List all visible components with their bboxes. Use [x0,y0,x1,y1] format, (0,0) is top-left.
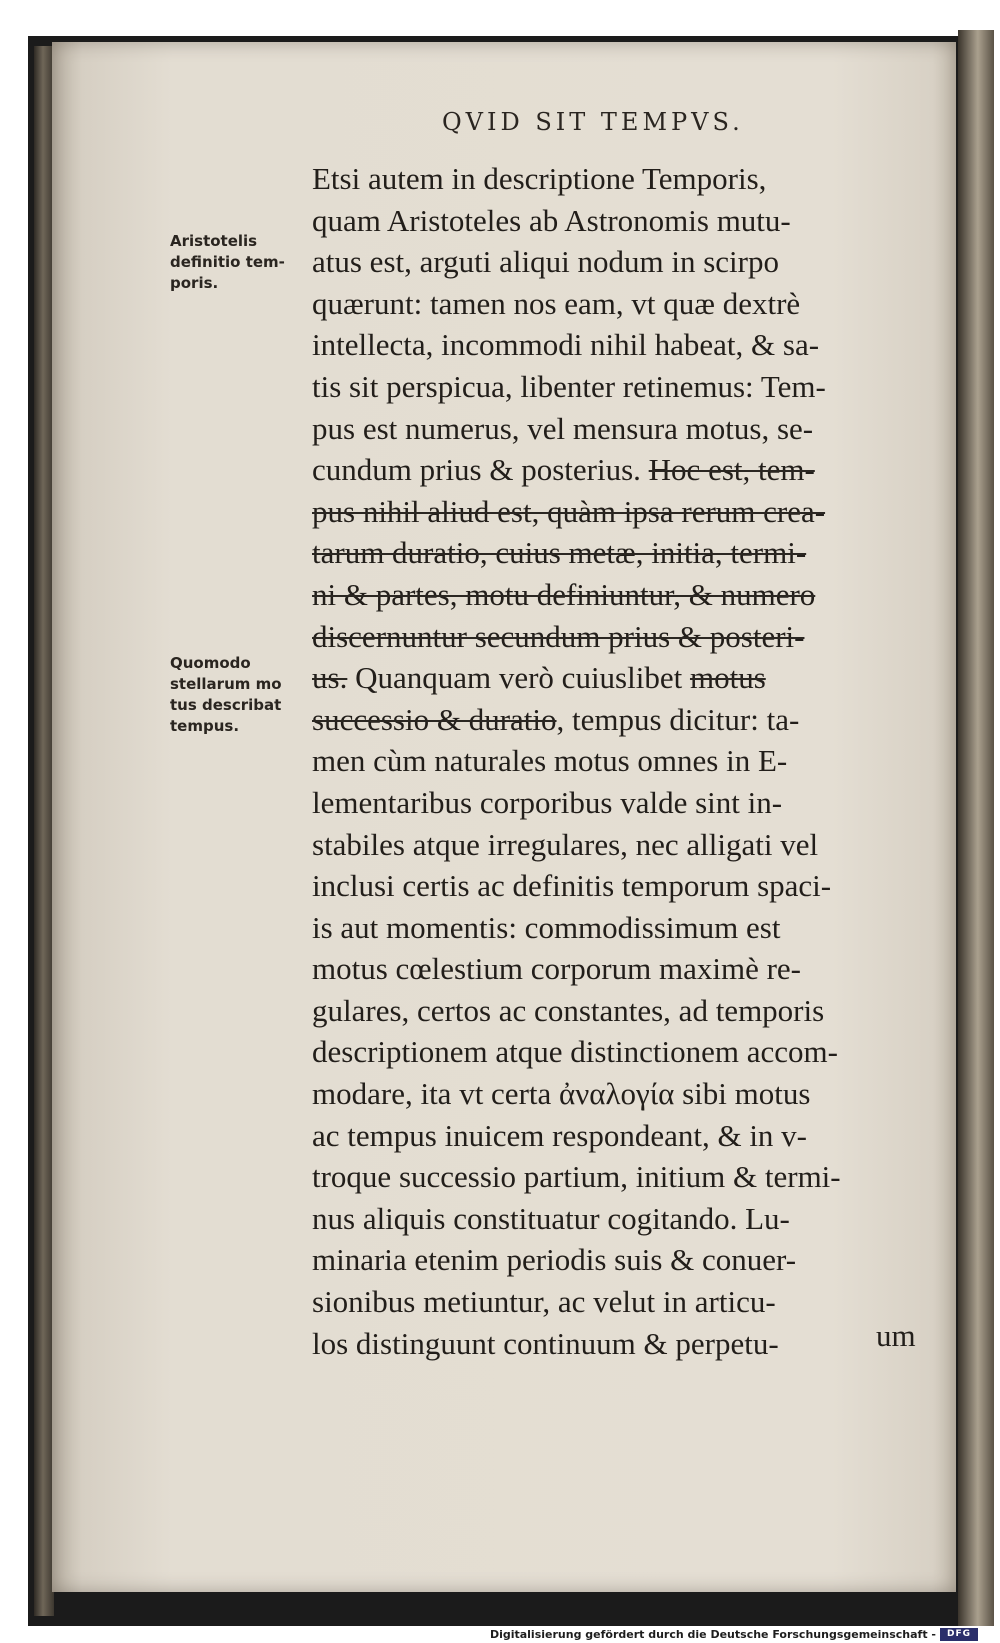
text-segment: ac tempus inuicem respondeant, & in v- [312,1117,808,1153]
text-segment: Etsi autem in descriptione Temporis, [312,161,767,196]
marginal-note-line: tempus. [170,717,240,735]
text-line [312,1156,954,1198]
text-line [312,1281,954,1323]
text-segment: pus est numerus, vel mensura motus, se- [312,410,814,446]
text-segment: nus aliquis constituatur cogitando. Lu- [312,1200,790,1236]
text-segment: , tempus dicitur: ta- [556,701,800,737]
struck-text-segment: us. [312,660,348,696]
text-line [312,657,954,699]
funding-credit: Digitalisierung gefördert durch die Deutsche Forschungsgemeinschaft - [489,1628,936,1641]
text-line [312,907,954,949]
text-line [312,616,954,658]
text-line [312,574,954,616]
text-segment: motus cœlestium corporum maximè re- [312,951,801,987]
text-line [312,1198,954,1240]
marginal-note-line: Quomodo [170,654,251,672]
text-segment: sionibus metiuntur, ac velut in articu- [312,1284,776,1320]
text-line [312,1031,954,1073]
text-line [312,865,954,907]
text-segment: lementaribus corporibus valde sint in- [312,784,783,820]
text-segment: cundum prius & posterius. [312,452,649,488]
text-line [312,200,954,242]
text-line [312,1115,954,1157]
text-segment: quam Aristoteles ab Astronomis mutu- [312,202,791,238]
text-segment: minaria etenim periodis suis & conuer- [312,1242,797,1278]
text-line [312,782,954,824]
text-line [312,408,954,450]
text-line [312,449,954,491]
marginal-note-line: definitio tem- [170,253,285,271]
text-line [312,740,954,782]
text-line [312,1323,954,1365]
text-line [312,1073,954,1115]
page-stack-edge [958,30,994,1630]
struck-text-segment: Hoc est, tem- [648,452,815,488]
marginal-note-line: tus describat [170,696,282,714]
struck-text-segment: motus [689,660,766,696]
struck-text-segment: pus nihil aliud est, quàm ipsa rerum crea- [312,493,826,529]
text-segment: los distinguunt continuum & perpetu- [312,1325,779,1361]
book-spine-edge [34,46,54,1616]
text-line [312,948,954,990]
text-line [312,532,954,574]
text-segment: Quanquam verò cuiuslibet [347,660,690,696]
marginal-note-aristotle-definition [170,231,320,294]
text-segment: stabiles atque irregulares, nec alligati vel [312,826,819,862]
struck-text-segment: discernuntur secundum prius & posteri- [312,618,805,654]
text-line [312,1239,954,1281]
marginal-note-star-motion [170,653,320,737]
text-line [312,158,954,200]
text-segment: quærunt: tamen nos eam, vt quæ dextrè [312,285,801,321]
text-segment: troque successio partium, initium & termi- [312,1159,841,1195]
text-line [312,699,954,741]
text-segment: men cùm naturales motus omnes in E- [312,743,788,779]
text-segment: inclusi certis ac definitis temporum spaci- [312,868,832,904]
text-line [312,283,954,325]
text-segment: descriptionem atque distinctionem accom- [312,1034,838,1070]
text-segment: gulares, certos ac constantes, ad temporis [312,992,825,1028]
text-line [312,990,954,1032]
struck-text-segment: tarum duratio, cuius metæ, initia, termi- [312,535,807,571]
text-segment: is aut momentis: commodissimum est [312,909,781,945]
dfg-logo: DFG [940,1628,978,1641]
struck-text-segment: ni & partes, motu definiuntur, & numero [312,576,816,612]
text-segment: atus est, arguti aliqui nodum in scirpo [312,244,779,280]
main-text-block [312,158,954,1364]
text-line [312,824,954,866]
marginal-note-line: stellarum mo [170,675,282,693]
marginal-note-line: Aristotelis [170,232,258,250]
struck-text-segment: successio & duratio [312,701,557,737]
text-line [312,491,954,533]
text-segment: intellecta, incommodi nihil habeat, & sa- [312,327,820,363]
marginal-note-line: poris. [170,274,219,292]
catchword: um [876,1318,916,1353]
text-line [312,241,954,283]
running-head: QVID SIT TEMPVS. [442,108,744,136]
text-segment: tis sit perspicua, libenter retinemus: Tem- [312,368,826,404]
text-line [312,366,954,408]
text-segment: modare, ita vt certa ἀναλογία sibi motus [312,1076,811,1112]
text-line [312,324,954,366]
